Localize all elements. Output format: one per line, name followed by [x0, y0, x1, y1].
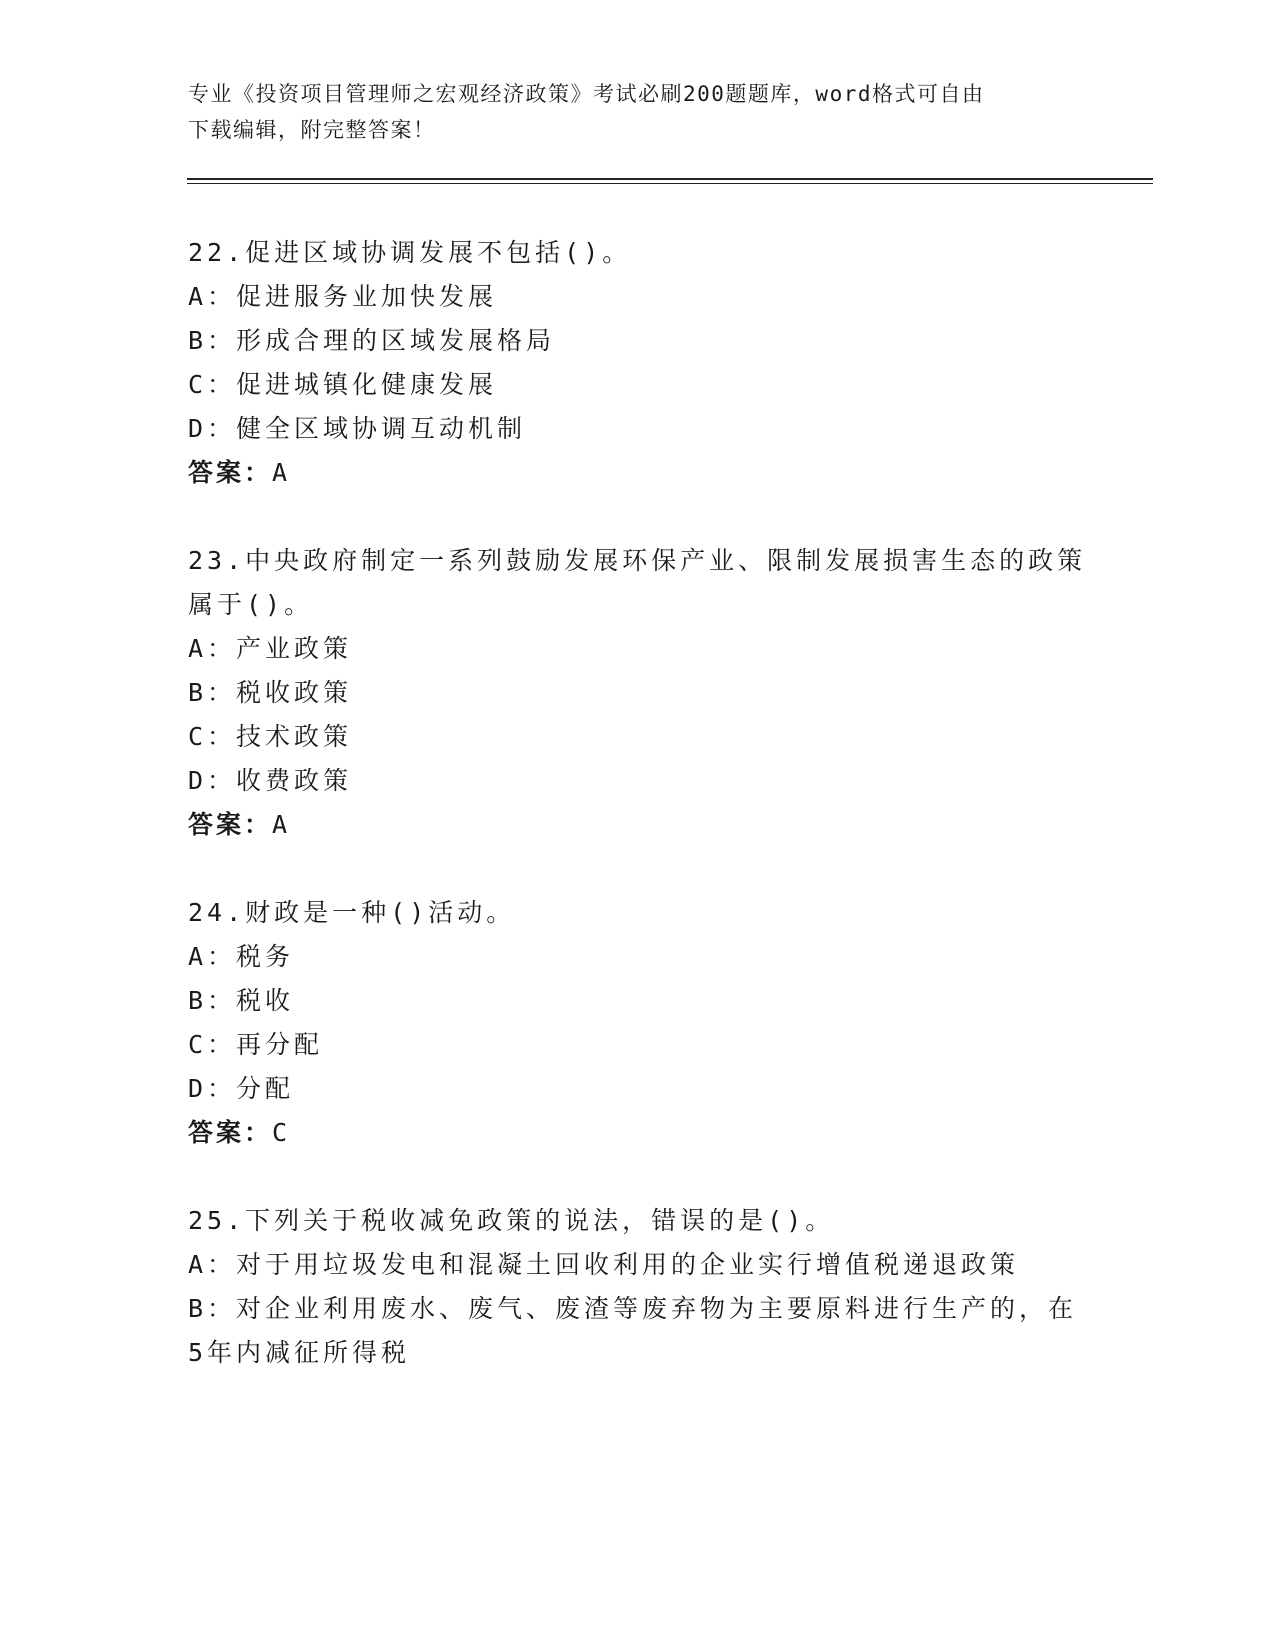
question-24-stem: 24.财政是一种()活动。: [188, 898, 516, 927]
answer-label: 答案：: [188, 1118, 273, 1147]
answer-value: A: [272, 458, 290, 487]
question-23-option-b: B：税收政策: [188, 678, 353, 707]
header-line-1: 专业《投资项目管理师之宏观经济政策》考试必刷200题题库，word格式可自由: [188, 82, 985, 106]
question-22-answer: [188, 450, 289, 496]
question-22-option-d: D：健全区域协调互动机制: [188, 414, 527, 443]
question-22-option-c: C：促进城镇化健康发展: [188, 370, 498, 399]
header-line-2: 下载编辑，附完整答案！: [188, 118, 436, 142]
question-24-option-b: B：税收: [188, 986, 295, 1015]
question-23-stem-line-1: 23.中央政府制定一系列鼓励发展环保产业、限制发展损害生态的政策: [188, 546, 1087, 575]
document-header: [188, 76, 1068, 148]
answer-label: 答案：: [188, 458, 273, 487]
question-24-option-c: C：再分配: [188, 1030, 324, 1059]
question-22-stem: 22.促进区域协调发展不包括()。: [188, 238, 632, 267]
question-22-option-a: A：促进服务业加快发展: [188, 282, 498, 311]
question-22-option-b: B：形成合理的区域发展格局: [188, 326, 556, 355]
question-23-stem-line-2: 属于()。: [188, 590, 314, 619]
question-24-answer: [188, 1110, 289, 1156]
header-divider-thin: [187, 183, 1153, 184]
header-divider-thick: [187, 178, 1153, 180]
answer-value: A: [272, 810, 290, 839]
question-23-option-a: A：产业政策: [188, 634, 353, 663]
answer-label: 答案：: [188, 810, 273, 839]
question-24-option-a: A：税务: [188, 942, 295, 971]
question-24-option-d: D：分配: [188, 1074, 295, 1103]
question-23-option-d: D：收费政策: [188, 766, 353, 795]
question-23-answer: [188, 802, 289, 848]
question-25-option-b-line-2: 5年内减征所得税: [188, 1338, 411, 1367]
question-25-stem: 25.下列关于税收减免政策的说法，错误的是()。: [188, 1206, 835, 1235]
answer-value: C: [272, 1118, 290, 1147]
question-23-option-c: C：技术政策: [188, 722, 353, 751]
question-25-option-a: A：对于用垃圾发电和混凝土回收利用的企业实行增值税递退政策: [188, 1250, 1020, 1279]
question-25-option-b-line-1: B：对企业利用废水、废气、废渣等废弃物为主要原料进行生产的，在: [188, 1294, 1078, 1323]
